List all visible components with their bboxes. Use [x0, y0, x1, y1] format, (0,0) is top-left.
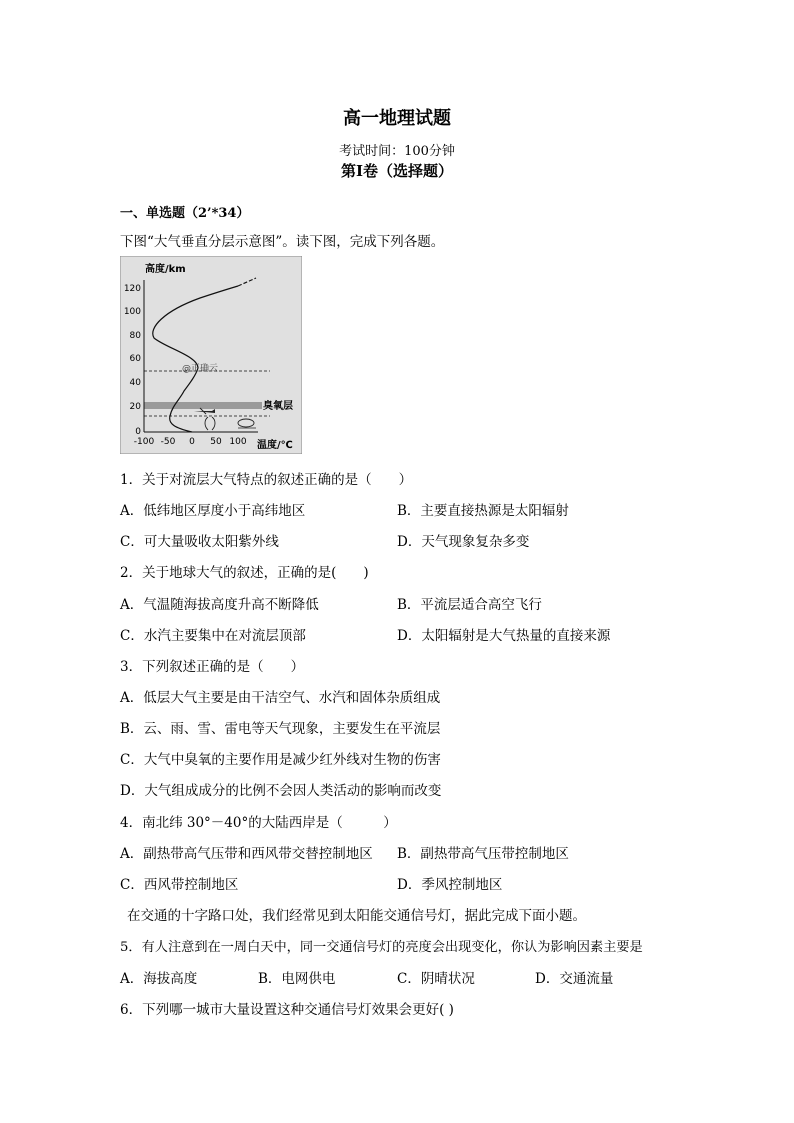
section-title: 一、单选题（2’*34）	[120, 206, 250, 221]
question-5-option-a: A．海拔高度	[120, 971, 198, 987]
x-tick: -100	[133, 437, 155, 447]
volume-title: 第Ⅰ卷（选择题）	[340, 162, 454, 180]
diagram-background	[120, 256, 302, 454]
y-axis-label: 高度/km	[145, 264, 186, 275]
question-3-option-b: B．云、雨、雪、雷电等天气现象，主要发生在平流层	[120, 721, 441, 737]
section-intro: 下图“大气垂直分层示意图”。读下图，完成下列各题。	[120, 234, 445, 250]
question-3-option-c: C．大气中臭氧的主要作用是减少红外线对生物的伤害	[120, 752, 441, 768]
x-tick: -50	[160, 437, 176, 447]
ozone-label: 臭氧层	[263, 401, 293, 412]
question-1-option-c: C．可大量吸收太阳紫外线	[120, 534, 279, 550]
y-tick: 0	[135, 427, 141, 437]
question-4-stem: 4．南北纬 30°－40°的大陆西岸是（ ）	[120, 815, 397, 831]
y-tick: 60	[129, 354, 141, 364]
passage-intro: 在交通的十字路口处，我们经常见到太阳能交通信号灯，据此完成下面小题。	[127, 908, 586, 924]
y-tick: 120	[123, 284, 141, 294]
question-3-stem: 3．下列叙述正确的是（ ）	[120, 659, 305, 675]
question-4-option-b: B．副热带高气压带控制地区	[397, 846, 569, 862]
question-2-option-c: C．水汽主要集中在对流层顶部	[120, 628, 306, 644]
y-tick: 20	[129, 402, 141, 412]
y-tick: 80	[129, 331, 141, 341]
y-tick: 40	[129, 378, 141, 388]
question-3-option-a: A．低层大气主要是由干洁空气、水汽和固体杂质组成	[120, 690, 441, 706]
x-tick: 0	[189, 437, 195, 447]
question-6-stem: 6．下列哪一城市大量设置这种交通信号灯效果会更好( )	[120, 1002, 454, 1018]
question-3-option-d: D．大气组成成分的比例不会因人类活动的影响而改变	[120, 783, 442, 799]
question-5-stem: 5．有人注意到在一周白天中，同一交通信号灯的亮度会出现变化，你认为影响因素主要是	[120, 940, 643, 955]
question-2-option-d: D．太阳辐射是大气热量的直接来源	[397, 628, 611, 644]
watermark: @正确云	[182, 364, 219, 374]
question-2-option-a: A．气温随海拔高度升高不断降低	[120, 597, 319, 613]
question-4-option-c: C．西风带控制地区	[120, 877, 239, 893]
question-2-option-b: B．平流层适合高空飞行	[397, 597, 542, 613]
question-4-option-a: A．副热带高气压带和西风带交替控制地区	[120, 846, 373, 862]
x-tick: 100	[229, 437, 247, 447]
question-2-stem: 2．关于地球大气的叙述，正确的是( )	[120, 565, 369, 581]
question-4-option-d: D．季风控制地区	[397, 877, 503, 893]
question-1-option-a: A．低纬地区厚度小于高纬地区	[120, 503, 306, 519]
y-tick: 100	[123, 307, 141, 317]
ozone-band	[144, 402, 262, 409]
x-axis-label: 温度/℃	[257, 440, 293, 451]
exam-time: 考试时间：100分钟	[339, 144, 455, 159]
question-5-option-c: C．阴晴状况	[397, 971, 475, 987]
exam-title: 高一地理试题	[343, 108, 451, 129]
question-1-stem: 1．关于对流层大气特点的叙述正确的是（ ）	[120, 472, 413, 488]
question-5-option-b: B．电网供电	[258, 971, 336, 987]
question-1-option-d: D．天气现象复杂多变	[397, 534, 530, 550]
atmosphere-layer-diagram	[120, 256, 302, 454]
question-5-option-d: D．交通流量	[535, 971, 614, 987]
x-tick: 50	[210, 437, 222, 447]
question-1-option-b: B．主要直接热源是太阳辐射	[397, 503, 569, 519]
